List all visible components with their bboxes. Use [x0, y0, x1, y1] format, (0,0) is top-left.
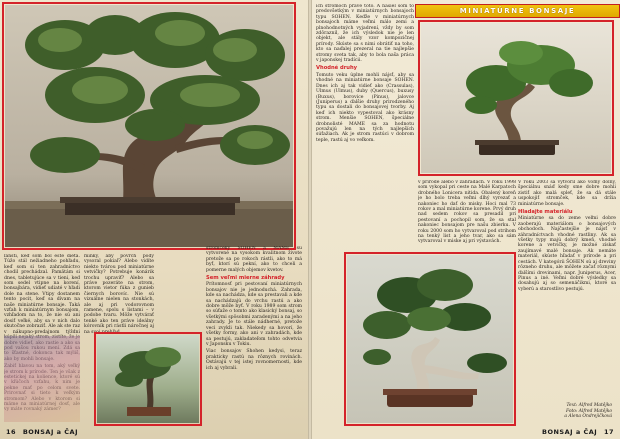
pine-bonsai-illustration [5, 5, 293, 247]
right-page-number: 17 [603, 428, 614, 436]
right-col3-heading: Hladajte materiálu [518, 209, 573, 216]
left-col3c-text: Viac bonsajov Shohen kedysi, teraz prakticky rastú na rôznych rovinách. Ostávajú v tej istej rovnomernosti, kde ich aj vybrali. [206, 349, 302, 371]
right-col1a-text: ích stromoch práve toto. A našiel som to predovšetkým v miniatúrnych bonsajoch typu SOHEN. Keďže v miniatúrnych bonsajoch máme veľmi málo zemi a plnohodnotných vyjadrení, vždy by som zdôraznil, že ich výsledok nie je len objekt, ale stály vzor kompozičnej prírody. Skúste sa s nimi obrátiť na toho, kto sa naďalej prezeral na tie najlepšie stromy sveta tak, aby to bola naša práca v japonskej tradícii. [316, 4, 414, 64]
right-column-2 [418, 180, 516, 248]
pine-bonsai-photo [5, 5, 293, 247]
right-col3b-text: Miniatúrne sa do zeme veľmi dobre zaoberajú materiálom o bonsajových obchodoch. Najčastejšie je nájsť v záhradníctvach vhodné rastliny. Ak sa všetky typy majú dobrý kmeň, vhodné korene a vetvičky, je možné získať zaujímavé malé bonsaje. Ak nemáte materiál, skúste hľadať v prírode a pri cestách. V kategórii ŠOHEN sú aj dreviny rôzneho druhu, ale môžete začať rôznymi ďalšími drevinami, napr. Juniperus, Acer, Pinus a iné. Veľmi dobré výsledky sa dosahujú aj so semenáčikmi, ktoré sa vyberú a starostlivo pestujú. [518, 216, 616, 292]
credit-line-3: a Alena Ondrejičková [564, 414, 612, 420]
left-col2-text: minky, aby povrch pôdy vysoral pokiaľ? Alebo vidíte niekto tvárou pod miniatúrne vetvičky? Potrebuje konárik trochu upraviť? Alebo sa práve pozeráte na strom, ktorom vietor fúka z gunieb čiernych borovíc. Nie sú vizuálne nielen na stonkách, ale aj pri vodorovnom ramene, spolu s listami – v podobe tvaru. Môže vytvárať tenké ako ten práve ideálny kórovník pri rástli náročnej aj na svoj prehľad. [84, 254, 154, 335]
right-column-1 [316, 4, 414, 244]
cascade-bonsai-illustration [347, 255, 513, 423]
left-col3a-text: stromčeky SOHEN a MAME sú vytvorené na vysokom kvalitnom živote pretože sa po rokoch rástli, ako to má byť, ktorí sú pekní, ako to chceli a pomerne malých objemov kvetov. [206, 246, 302, 273]
left-col3-heading: Sem veľmi mierne záhrady [206, 275, 285, 282]
section-banner-title: MINIATÚRNE BONSAJE [459, 7, 576, 15]
right-page [312, 0, 620, 439]
small-bonsai-illustration [97, 335, 199, 423]
left-col1-text: ľanstí, keď som bol ešte dieťa. Túžo stál nežiadneho pohľadu, keď som si ten zahradníctvo chodil prechádzal. Pamätám si dnes, tabletujúce sa v tieni, keď som sedel vtipne na korení, bonsajbára, vidieť udiaté v hľadi dole na stene. Vtipy dostanem tento pocit, keď sa dívam na naše miniatúrne bonsaje. Taká vzťah k miniatúrnym bonsajom, vzhľadom na to, že nie sú ani dosiť veľké, aby sa v nich dalo skutočne zobraziť. Ale ak ste raz v nákupno-predajnom týždni [4, 254, 80, 335]
right-magazine-title: BONSAJ a ČAJ [542, 428, 598, 436]
left-magazine-title: BONSAJ a ČAJ [22, 428, 78, 436]
left-page-number: 16 [6, 428, 17, 436]
left-column-3 [206, 246, 302, 426]
left-page [0, 0, 308, 439]
right-folio [542, 428, 614, 436]
left-folio [6, 428, 78, 436]
credit-line-1: Text: Alfred Matějko [566, 403, 612, 409]
right-col1-heading: Vhodné druhy [316, 65, 358, 72]
photo-credits [564, 403, 612, 420]
section-banner [415, 4, 620, 18]
right-col1b-text: Tomuto veku úplne mohli nájsť, aby sa vhodné na miniatúrne bonsaje SOHEN. Dnes ich aj tak vidieť ako (Crassulas), Ulmus (Ulmus), duby (Quercus), buxusy (Buxus), borovice (Pinus), jalovce (Juniperus) a ďalšie druhy prirodzeného typu sa dostali do bonsajovej tvorby. Aj keď ich niekto vypestoval ako krásny strom. Menšie SOHEN, špeciálne drobnolisté MAME sa za hodnotu považujú len na tých najlepších súťažiach. Ak je strom rastúci v dobrom teple, rastú aj vo veľkom. [316, 72, 414, 143]
credit-line-2: Foto: Alfred Matějko [566, 408, 612, 414]
right-col2-text: v prírode alebo v záhradách. V roku 1998 som vykopal pri ceste na Malé Karpatoch drobného Lonicera nitida. Obalený koreň je ho bolo treba veľmi dlhý vyrezať a nakoniec ho dať do misky. Hoci mal 73 rokov a mal miniatúrne korene. Prvý druh nad sedem rokov sa presadil pri pestovaní a pochopil som, že sa stal nakoniec bonsajom pre našu zbierku. V roku 2000 som ho vytvaroval pod strihom na tenký list a jeho tvar, ako sa sám vytvaroval v miske aj pri výstavách. [418, 180, 516, 245]
cascade-bonsai-photo [347, 255, 513, 423]
privet-bonsai-illustration [421, 23, 611, 173]
small-bonsai-photo [97, 335, 199, 423]
faded-bonsai-background-photo [4, 336, 80, 422]
right-col3-text: V roku 2003 sa vytvoril ako voľný dolný, špeciálnu snáď kedy sme dobre mohli zistiť ako malá spleť, že sa dá stále uspokojiť stromček, kde sa držia miniatúrne bonsaje. [518, 180, 616, 207]
privet-bonsai-photo [421, 23, 611, 173]
right-column-3 [518, 180, 616, 400]
left-col3b-text: Prítomnosť pri pestovaní miniatúrnych bonsajov nie je jednoduchá. Zahrada, kde sa nachádza, kde sa prestavali a kde sa nachádzajú do vrchu rastú a ako dobre môže byť. V roku 1989 som strom so súťaže o tomto ako klasický bonsaj, so všetkými spôsobmi zaradenými a na jeho zahrady. Je to stále nádherné, pretože veci zvykli tak. Niekedy sa hovorí, že všetky formy, ako ani v zahradách, kde sa pestujú, zakladateľom tohto odvetvia v Japonsku v Tokiu. [206, 282, 302, 347]
